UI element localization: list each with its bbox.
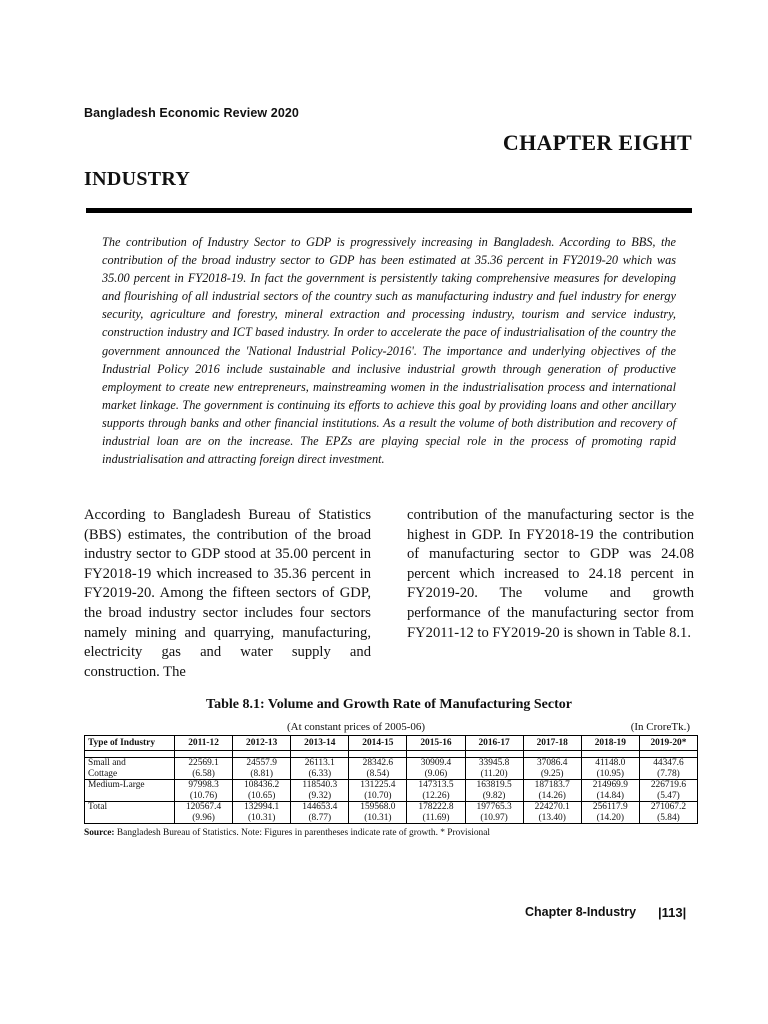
chapter-title: INDUSTRY <box>84 168 191 190</box>
table-cell: 30909.4 (9.06) <box>407 758 465 780</box>
table-cell: 44347.6 (7.78) <box>639 758 697 780</box>
table-header-row <box>85 736 698 751</box>
table-header-cell: 2019-20* <box>639 736 697 751</box>
body-right-column: contribution of the manufacturing sector is the highest in GDP. In FY2018-19 the contribution of manufacturing sector to GDP was 24.08 percent which increased to 24.18 percent in FY2019-20. The volume and growth performance of the manufacturing sector from FY2011-12 to FY2019-20 is shown in Table 8.1. <box>407 507 694 641</box>
table-header-cell: 2013-14 <box>291 736 349 751</box>
table-cell: 22569.1 (6.58) <box>175 758 233 780</box>
table-row <box>85 758 698 780</box>
table-cell: 24557.9 (8.81) <box>233 758 291 780</box>
table-cell: 147313.5 (12.26) <box>407 780 465 802</box>
table-cell: 144653.4 (8.77) <box>291 802 349 824</box>
table-source <box>84 828 490 838</box>
table-header-cell: 2018-19 <box>581 736 639 751</box>
table-title: Table 8.1: Volume and Growth Rate of Manufacturing Sector <box>206 697 572 712</box>
table-cell: 271067.2 (5.84) <box>639 802 697 824</box>
table-spacer-row <box>85 751 698 758</box>
source-text: Bangladesh Bureau of Statistics. Note: Figures in parentheses indicate rate of growth. * Provisional <box>114 828 491 838</box>
row-label: Total <box>85 802 175 824</box>
source-label: Source: <box>84 828 115 838</box>
footer-chapter: Chapter 8-Industry <box>525 905 637 919</box>
table-cell: 41148.0 (10.95) <box>581 758 639 780</box>
table-cell: 256117.9 (14.20) <box>581 802 639 824</box>
table-cell: 33945.8 (11.20) <box>465 758 523 780</box>
table-cell: 120567.4 (9.96) <box>175 802 233 824</box>
table-cell: 108436.2 (10.65) <box>233 780 291 802</box>
table-cell: 163819.5 (9.82) <box>465 780 523 802</box>
table-header-cell: 2014-15 <box>349 736 407 751</box>
table-row <box>85 802 698 824</box>
table-cell: 97998.3 (10.76) <box>175 780 233 802</box>
table-price-note: (At constant prices of 2005-06) <box>287 721 426 733</box>
chapter-abstract: The contribution of Industry Sector to GDP is progressively increasing in Bangladesh. According to BBS, the contribution of the broad industry sector to GDP has been estimated at 35.36 percent in FY2019-20 which was 35.00 percent in FY2018-19. In fact the government is persistently taking comprehensive measures for developing and flourishing of all industrial sectors of the country such as manufacturing industry and fuel industry for energy security, agriculture and forestry, mineral extraction and processing industry, tourism and service industry, construction industry and ICT based industry. In order to accelerate the pace of industrialisation of the country the government announced the 'National Industrial Policy-2016'. The importance and underlying objectives of the Industrial Policy 2016 include sustainable and inclusive industrial growth through generation of productive employment to create new entrepreneurs, mainstreaming women in the industrialisation process and international market linkage. The government is continuing its efforts to achieve this goal by providing loans and other ancillary supports through banks and other financial institutions. As a result the volume of both distribution and recovery of industrial loan are on the increase. The EPZs are playing special role in the process of promoting rapid industrialisation and attracting foreign direct investment. <box>102 235 676 467</box>
table-cell: 159568.0 (10.31) <box>349 802 407 824</box>
table-cell: 131225.4 (10.70) <box>349 780 407 802</box>
body-left-column: According to Bangladesh Bureau of Statistics (BBS) estimates, the contribution of the broad industry sector to GDP stood at 35.00 percent in FY2018-19 which increased to 35.36 percent in FY2019-20. Among the fifteen sectors of GDP, the broad industry sector includes four sectors namely mining and quarrying, manufacturing, electricity gas and water supply and construction. The <box>84 507 371 680</box>
table-cell: 224270.1 (13.40) <box>523 802 581 824</box>
table-cell: 178222.8 (11.69) <box>407 802 465 824</box>
table-header-cell: 2011-12 <box>175 736 233 751</box>
running-header: Bangladesh Economic Review 2020 <box>84 106 299 120</box>
chapter-label: CHAPTER EIGHT <box>502 130 692 155</box>
table-header-cell: 2012-13 <box>233 736 291 751</box>
table-header-cell: 2017-18 <box>523 736 581 751</box>
table-cell: 214969.9 (14.84) <box>581 780 639 802</box>
row-label: Small and Cottage <box>85 758 175 780</box>
table-header-cell: 2016-17 <box>465 736 523 751</box>
manufacturing-table <box>84 735 698 824</box>
row-label: Medium-Large <box>85 780 175 802</box>
table-cell: 118540.3 (9.32) <box>291 780 349 802</box>
table-row <box>85 780 698 802</box>
table-unit-note: (In CroreTk.) <box>630 721 690 733</box>
table-cell: 26113.1 (6.33) <box>291 758 349 780</box>
page-number: |113| <box>658 905 687 920</box>
table-cell: 197765.3 (10.97) <box>465 802 523 824</box>
table-header-cell: 2015-16 <box>407 736 465 751</box>
table-cell: 226719.6 (5.47) <box>639 780 697 802</box>
table-cell: 132994.1 (10.31) <box>233 802 291 824</box>
title-rule <box>86 208 692 213</box>
table-cell: 37086.4 (9.25) <box>523 758 581 780</box>
table-header-cell: Type of Industry <box>85 736 175 751</box>
table-cell: 28342.6 (8.54) <box>349 758 407 780</box>
table-cell: 187183.7 (14.26) <box>523 780 581 802</box>
